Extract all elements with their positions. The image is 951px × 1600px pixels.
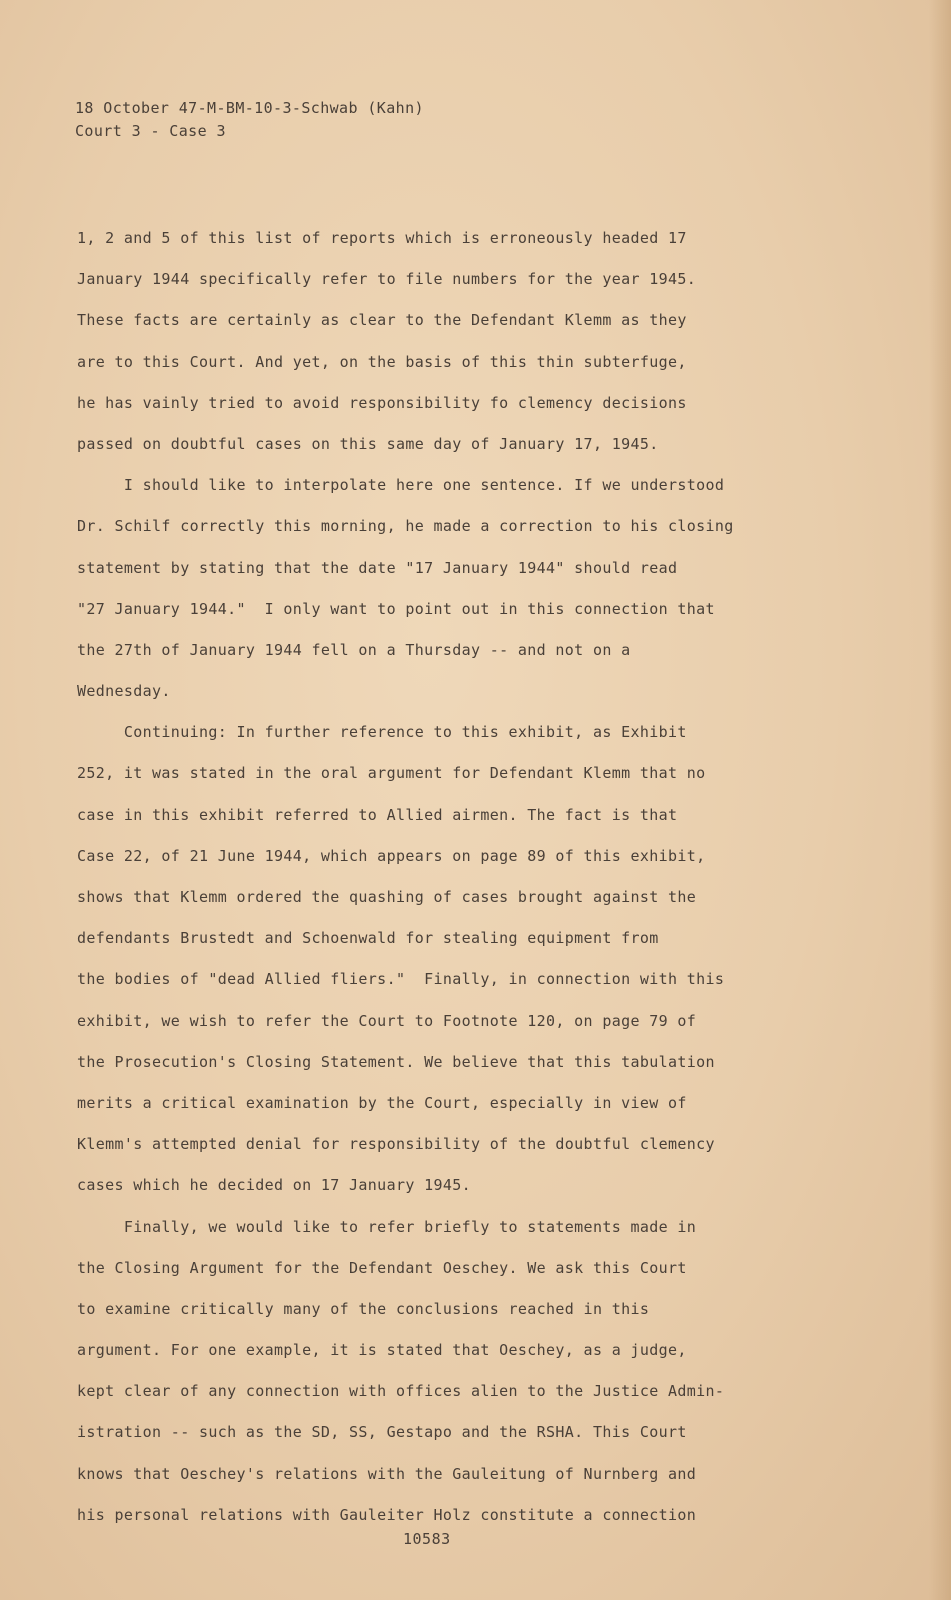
body-line: cases which he decided on 17 January 1945. <box>77 1176 471 1195</box>
body-line: I should like to interpolate here one sentence. If we understood <box>77 476 725 495</box>
body-line: exhibit, we wish to refer the Court to Footnote 120, on page 79 of <box>77 1011 697 1030</box>
body-line: istration -- such as the SD, SS, Gestapo and the RSHA. This Court <box>77 1423 687 1442</box>
body-line: Klemm's attempted denial for responsibility of the doubtful clemency <box>77 1135 715 1154</box>
body-line: he has vainly tried to avoid responsibility fo clemency decisions <box>77 393 687 412</box>
body-line: passed on doubtful cases on this same day of January 17, 1945. <box>77 434 659 453</box>
header-court-line: Court 3 - Case 3 <box>75 122 226 140</box>
body-line: Continuing: In further reference to this exhibit, as Exhibit <box>77 723 687 742</box>
transcript-body <box>77 218 797 1536</box>
body-line: the Closing Argument for the Defendant Oeschey. We ask this Court <box>77 1258 687 1277</box>
body-line: to examine critically many of the conclusions reached in this <box>77 1299 650 1318</box>
body-line: 1, 2 and 5 of this list of reports which is erroneously headed 17 <box>77 229 687 247</box>
body-line: "27 January 1944." I only want to point out in this connection that <box>77 599 715 618</box>
body-line: 252, it was stated in the oral argument for Defendant Klemm that no <box>77 764 706 783</box>
body-line: knows that Oeschey's relations with the Gauleitung of Nurnberg and <box>77 1464 697 1483</box>
body-line: shows that Klemm ordered the quashing of cases brought against the <box>77 888 697 906</box>
body-line: his personal relations with Gauleiter Holz constitute a connection <box>77 1505 697 1524</box>
body-line: defendants Brustedt and Schoenwald for stealing equipment from <box>77 929 659 948</box>
body-line: Dr. Schilf correctly this morning, he made a correction to his closing <box>77 517 734 536</box>
body-line: kept clear of any connection with offices alien to the Justice Admin- <box>77 1382 725 1401</box>
body-line: Finally, we would like to refer briefly to statements made in <box>77 1217 697 1236</box>
page-edge-shadow <box>929 0 951 1600</box>
body-line: argument. For one example, it is stated that Oeschey, as a judge, <box>77 1341 687 1360</box>
body-line: merits a critical examination by the Court, especially in view of <box>77 1093 687 1112</box>
body-line: the Prosecution's Closing Statement. We believe that this tabulation <box>77 1052 715 1071</box>
body-line: January 1944 specifically refer to file numbers for the year 1945. <box>77 270 697 289</box>
body-line: statement by stating that the date "17 January 1944" should read <box>77 558 678 577</box>
body-line: are to this Court. And yet, on the basis of this thin subterfuge, <box>77 352 687 371</box>
body-line: the 27th of January 1944 fell on a Thursday -- and not on a <box>77 640 631 659</box>
body-line: Wednesday. <box>77 682 171 701</box>
document-header <box>75 97 424 143</box>
body-line: Case 22, of 21 June 1944, which appears on page 89 of this exhibit, <box>77 846 706 865</box>
body-line: case in this exhibit referred to Allied airmen. The fact is that <box>77 805 678 824</box>
body-line: the bodies of "dead Allied fliers." Finally, in connection with this <box>77 970 725 989</box>
page-number: 10583 <box>403 1530 451 1548</box>
body-line: These facts are certainly as clear to the Defendant Klemm as they <box>77 311 687 330</box>
header-reference-line: 18 October 47-M-BM-10-3-Schwab (Kahn) <box>75 99 424 117</box>
